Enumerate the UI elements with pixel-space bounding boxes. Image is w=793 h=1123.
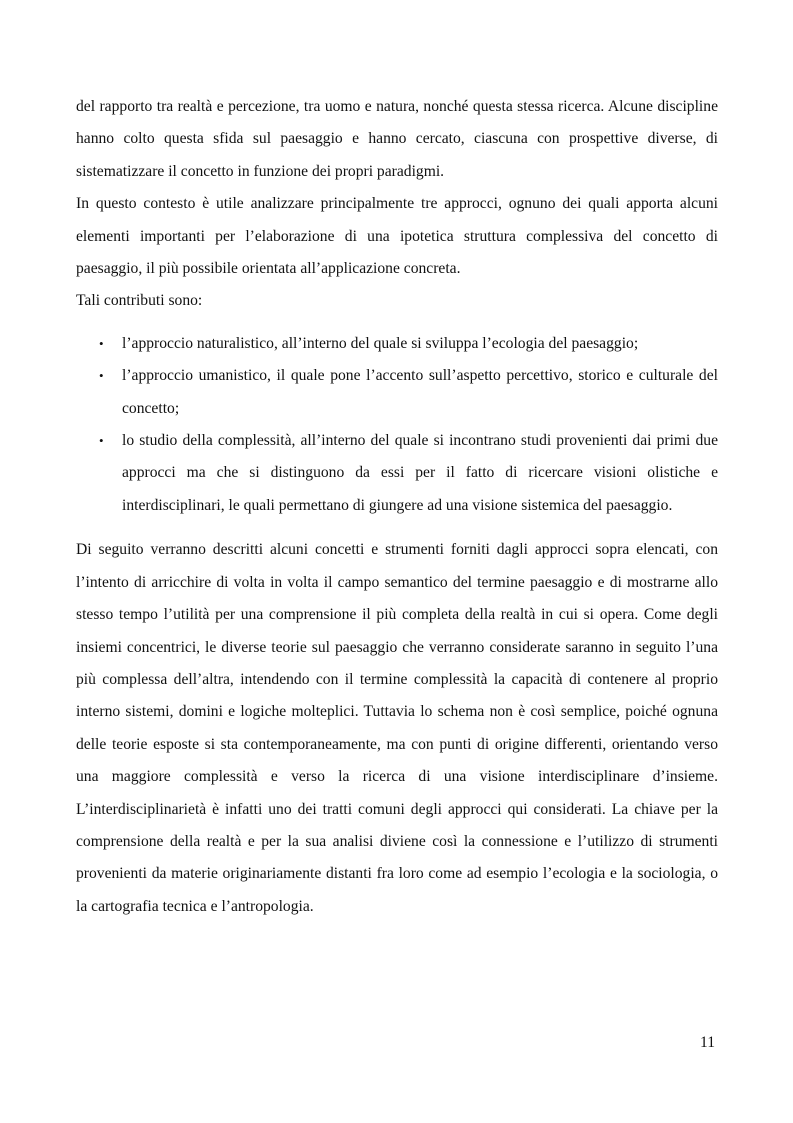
list-item-text: l’approccio umanistico, il quale pone l’accento sull’aspetto percettivo, storico e culturale del concetto; (122, 367, 718, 417)
list-item-text: l’approccio naturalistico, all’interno del quale si sviluppa l’ecologia del paesaggio; (122, 334, 639, 352)
bullet-icon: • (99, 433, 104, 449)
paragraph-continuation: del rapporto tra realtà e percezione, tra uomo e natura, nonché questa stessa ricerca. Alcune discipline hanno colto questa sfida sul paesaggio e hanno cercato, ciascuna con prospettive diverse, di sistematizzare il concetto in funzione dei propri paradigmi. (76, 98, 718, 180)
paragraph-approaches-intro: In questo contesto è utile analizzare principalmente tre approcci, ognuno dei quali apporta alcuni elementi importanti per l’elaborazione di una ipotetica struttura complessiva del concetto di paesaggio, il più possibile orientata all’applicazione concreta. (76, 195, 718, 278)
bullet-icon: • (99, 368, 104, 384)
list-item (76, 360, 718, 425)
document-body (76, 91, 718, 923)
page-number: 11 (700, 1034, 716, 1051)
section-spacer (76, 522, 718, 534)
bullet-icon: • (99, 335, 104, 351)
paragraph-concepts-description: Di seguito verranno descritti alcuni concetti e strumenti forniti dagli approcci sopra elencati, con l’intento di arricchire di volta in volta il campo semantico del termine paesaggio e di mostrarne allo stesso tempo l’utilità per una comprensione il più completa della realtà in cui si opera. Come degli insiemi concentrici, le diverse teorie sul paesaggio che verranno considerate saranno in seguito l’una più complessa dell’altra, intendendo con il termine complessità la capacità di contenere al proprio interno sistemi, domini e logiche molteplici. Tuttavia lo schema non è così semplice, poiché ognuna delle teorie esposte si sta contemporaneamente, ma con punti di origine differenti, orientando verso una maggiore complessità e verso la ricerca di una visione interdisciplinare d’insieme. L’interdisciplinarietà è infatti uno dei tratti comuni degli approcci qui considerati. La chiave per la comprensione della realtà e per la sua analisi diviene così la connessione e l’utilizzo di strumenti provenienti da materie originariamente distanti fra loro come ad esempio l’ecologia e la sociologia, o la cartografia tecnica e l’antropologia. (76, 541, 718, 915)
list-item (76, 328, 718, 360)
list-item (76, 425, 718, 522)
list-item-text: lo studio della complessità, all’interno del quale si incontrano studi provenienti dai primi due approcci ma che si distinguono da essi per il fatto di ricercare visioni olistiche e interdisciplinari, le quali permettano di giungere ad una visione sistemica del paesaggio. (122, 432, 718, 514)
approaches-list (76, 328, 718, 522)
paragraph-contributions-heading: Tali contributi sono: (76, 292, 203, 310)
